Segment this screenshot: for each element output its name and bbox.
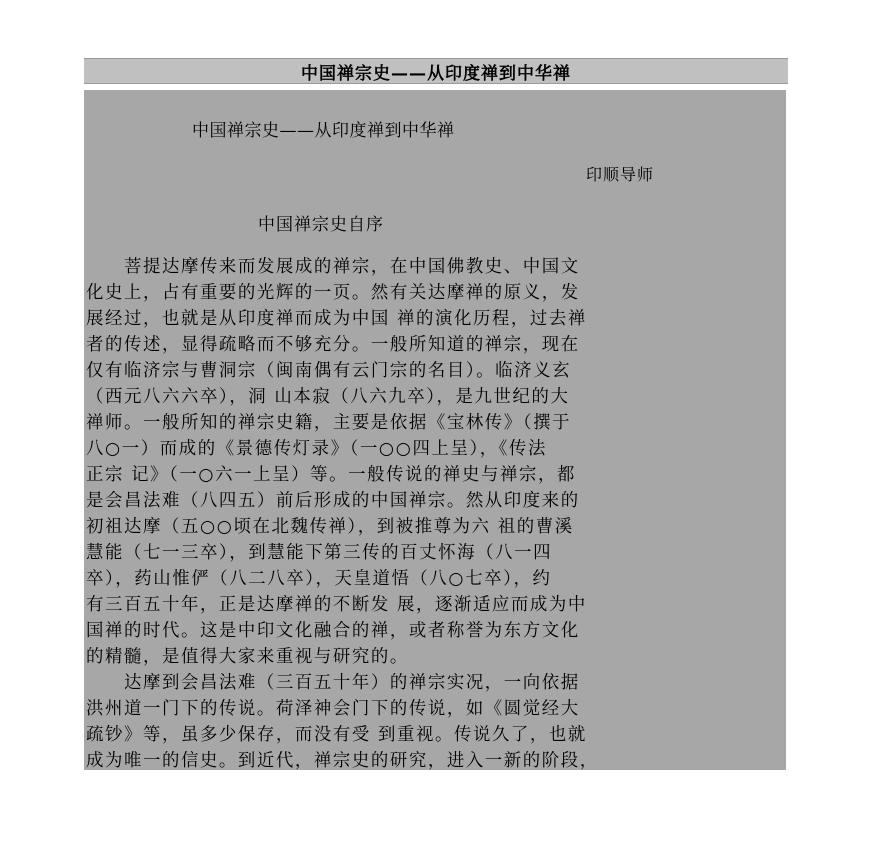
text-line: 是会昌法难（八四五）前后形成的中国禅宗。然从印度来的: [86, 491, 580, 511]
preface-title: 中国禅宗史自序: [258, 215, 384, 235]
text-line: 的精髓，是值得大家来重视与研究的。: [86, 647, 409, 667]
text-line: 有三百五十年，正是达摩禅的不断发 展，逐渐适应而成为中: [86, 595, 587, 615]
text-line: 成为唯一的信史。到近代，禅宗史的研究，进入一新的阶段，: [86, 751, 599, 770]
text-line: 化史上，占有重要的光辉的一页。然有关达摩禅的原义，发: [86, 283, 580, 303]
author-name: 印顺导师: [586, 165, 655, 184]
text-line: 者的传述，显得疏略而不够充分。一般所知道的禅宗，现在: [86, 335, 580, 355]
text-line: 展经过，也就是从印度禅而成为中国 禅的演化历程，过去禅: [86, 309, 587, 329]
body-text: [86, 254, 786, 770]
text-line: 菩提达摩传来而发展成的禅宗，在中国佛教史、中国文: [86, 257, 580, 277]
text-line: 八○一）而成的《景德传灯录》（一○○四上呈），《传法: [86, 439, 548, 459]
text-line: 初祖达摩（五○○顷在北魏传禅），到被推尊为六 祖的曹溪: [86, 517, 574, 537]
text-line: 正宗 记》（一○六一上呈）等。一般传说的禅史与禅宗，都: [86, 465, 576, 485]
document-title: 中国禅宗史——从印度禅到中华禅: [192, 121, 455, 141]
text-line: 疏钞》等，虽多少保存，而没有受 到重视。传说久了，也就: [86, 725, 587, 745]
document-page: [84, 90, 786, 770]
text-line: 国禅的时代。这是中印文化融合的禅，或者称誉为东方文化: [86, 621, 580, 641]
text-line: 禅师。一般所知的禅宗史籍，主要是依据《宝林传》（撰于: [86, 413, 572, 433]
text-line: 慧能（七一三卒），到慧能下第三传的百丈怀海（八一四: [86, 543, 553, 563]
text-line: 卒），药山惟俨（八二八卒），天皇道悟（八○七卒），约: [86, 569, 552, 589]
header-bar: [84, 58, 788, 84]
text-line: （西元八六六卒），洞 山本寂（八六九卒），是九世纪的大: [86, 387, 570, 407]
text-line: 达摩到会昌法难（三百五十年）的禅宗实况，一向依据: [86, 673, 580, 693]
text-line: 仅有临济宗与曹洞宗（闽南偶有云门宗的名目）。临济义玄: [86, 361, 572, 381]
header-title: 中国禅宗史——从印度禅到中华禅: [301, 63, 571, 84]
text-line: 洪州道一门下的传说。荷泽神会门下的传说，如《圆觉经大: [86, 699, 580, 719]
